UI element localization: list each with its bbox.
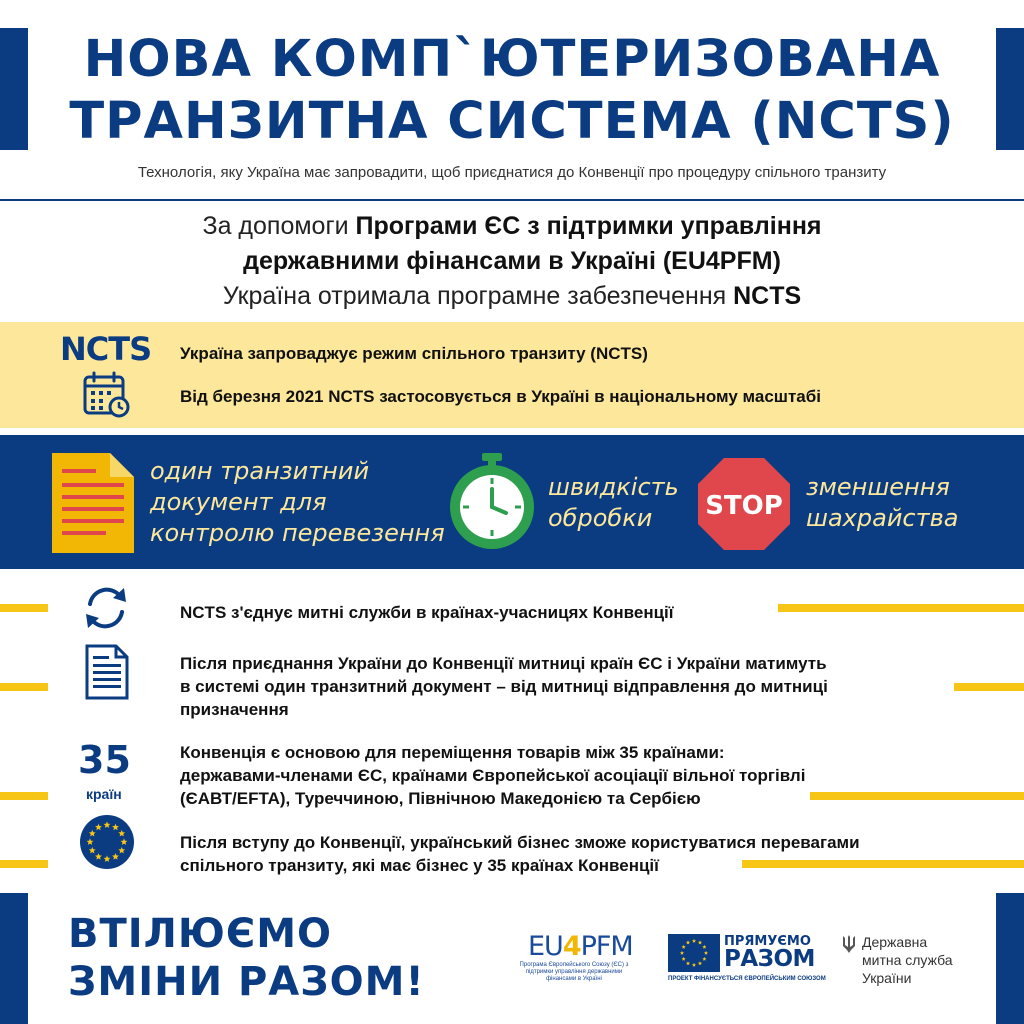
customs-service-logo	[862, 933, 953, 987]
calendar-icon	[82, 370, 130, 418]
eu4pfm-logo-4: 4	[562, 931, 581, 962]
benefit-fraud-text	[806, 472, 958, 534]
slogan-line1: ВТІЛЮЄМО	[68, 911, 332, 957]
highlight-band	[0, 322, 1024, 428]
ncts-logo: NCTS	[60, 330, 152, 368]
razom-label: РАЗОМ	[724, 946, 815, 972]
list-item-2-line3: призначення	[180, 700, 289, 719]
benefit-document-text	[150, 456, 445, 549]
slogan-line2: ЗМІНИ РАЗОМ!	[68, 959, 425, 1005]
list-item-1: NCTS з'єднує митні служби в країнах-учасницях Конвенції	[180, 603, 674, 622]
eu4pfm-logo-pfm: PFM	[580, 931, 633, 962]
benefit-document-line1: один транзитний	[150, 457, 370, 485]
intro-line3-prefix: Україна отримала програмне забезпечення	[222, 282, 734, 310]
item2-strip-right	[954, 683, 1024, 691]
benefit-speed-line1: швидкість	[548, 473, 679, 501]
document-icon	[48, 451, 136, 555]
item3-strip-right	[810, 792, 1024, 800]
benefit-document-line2: документ для	[150, 488, 327, 516]
customs-service-line1: Державна	[862, 934, 928, 950]
item1-strip-left	[0, 604, 48, 612]
intro-line1-bold: Програми ЄС з підтримки управління	[355, 212, 822, 240]
list-item-2	[180, 652, 828, 721]
document-list-icon	[84, 644, 130, 700]
eu4pfm-caption: Програма Європейського Союзу (ЄС) з підтримки управління державними фінансами в Україні	[519, 962, 629, 982]
pryamuemo-label: ПРЯМУЄМО	[724, 934, 811, 949]
benefit-fraud-line2: шахрайства	[806, 504, 959, 532]
highlight-line1: Україна запроваджує режим спільного транзиту (NCTS)	[180, 344, 648, 363]
list-item-3	[180, 741, 805, 810]
list-item-3-line3: (ЄАВТ/EFTA), Туреччиною, Північною Македонією та Сербією	[180, 789, 701, 808]
page-subtitle: Технологія, яку Україна має запровадити, щоб приєднатися до Конвенції про процедуру спільного транзиту	[137, 164, 887, 181]
eu-funded-note: ПРОЕКТ ФІНАНСУЄТЬСЯ ЄВРОПЕЙСЬКИМ СОЮЗОМ	[668, 976, 826, 982]
countries-label: країн	[86, 786, 122, 802]
list-item-4-line2: спільного транзиту, які має бізнес у 35 країнах Конвенції	[180, 856, 659, 875]
footer-right-bar	[996, 893, 1024, 1024]
item1-strip-right	[778, 604, 1024, 612]
list-item-3-line2: державами-членами ЄС, країнами Європейської асоціації вільної торгівлі	[180, 766, 806, 785]
benefit-document-line3: контролю перевезення	[150, 519, 445, 547]
intro-line2	[0, 249, 1024, 274]
stop-sign-icon	[696, 456, 792, 552]
list-item-2-line2: в системі один транзитний документ – від митниці відправлення до митниці	[180, 677, 828, 696]
eu4pfm-logo-eu: EU	[528, 931, 563, 962]
eu-flag-icon	[79, 814, 135, 870]
customs-service-line2: митна служба	[862, 952, 953, 968]
list-item-3-line1: Конвенція є основою для переміщення товарів між 35 країнами:	[180, 743, 725, 762]
page-title-line1: НОВА КОМП`ЮТЕРИЗОВАНА	[83, 30, 941, 89]
list-item-2-line1: Після приєднання України до Конвенції митниці країн ЄС і України матимуть	[180, 654, 827, 673]
item4-strip-left	[0, 860, 48, 868]
header-divider	[0, 199, 1024, 201]
page-title-line2: ТРАНЗИТНА СИСТЕМА (NCTS)	[69, 92, 955, 151]
eu4pfm-logo	[528, 931, 633, 962]
sync-icon	[80, 582, 132, 634]
list-item-4-line1: Після вступу до Конвенції, український бізнес зможе користуватися перевагами	[180, 833, 860, 852]
customs-service-line3: України	[862, 970, 912, 986]
benefit-speed-text	[548, 472, 679, 534]
highlight-line2: Від березня 2021 NCTS застосовується в Україні в національному масштабі	[180, 387, 821, 406]
item3-strip-left	[0, 792, 48, 800]
stopwatch-icon	[446, 451, 538, 551]
intro-line1-prefix: За допомоги	[202, 212, 356, 240]
countries-count: 35	[78, 738, 131, 782]
intro-line2-bold: державними фінансами в Україні (EU4PFM)	[243, 247, 781, 275]
item2-strip-left	[0, 683, 48, 691]
list-item-4	[180, 831, 860, 877]
trident-icon	[842, 934, 856, 954]
stop-sign-label: STOP	[705, 491, 783, 521]
eu-flag-logo-icon	[668, 934, 720, 972]
benefit-fraud-line1: зменшення	[806, 473, 950, 501]
benefit-speed-line2: обробки	[548, 504, 653, 532]
intro-line3-bold: NCTS	[733, 282, 802, 310]
intro-line3	[0, 284, 1024, 309]
intro-line1	[0, 214, 1024, 239]
footer-left-bar	[0, 893, 28, 1024]
